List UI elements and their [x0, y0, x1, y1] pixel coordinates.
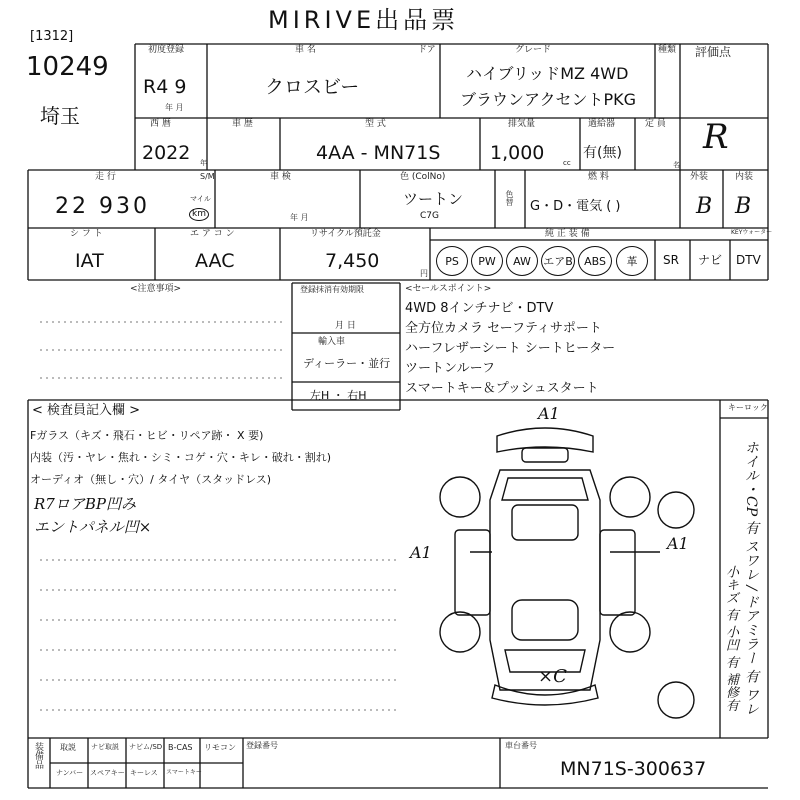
- interior-label: 内装: [735, 172, 754, 182]
- sales-point-2: 全方位カメラ セーフティサポート: [405, 321, 602, 336]
- equipment-label: 純 正 装 備: [545, 229, 590, 239]
- key-label: KEYウォーター: [731, 229, 773, 236]
- equip-airbag: エアB: [541, 246, 575, 276]
- inspection-line-audio: オーディオ（無し・穴）/ タイヤ（スタッドレス): [30, 473, 272, 486]
- capacity-label: 定 員: [645, 119, 666, 129]
- chassis-value: MN71S-300637: [560, 758, 707, 780]
- inspection-note-1: R7ロアBP凹み: [34, 495, 136, 513]
- name-value: クロスビー: [265, 76, 360, 98]
- car-diagram: [440, 428, 694, 718]
- side-label: 種類: [658, 45, 677, 55]
- grade-line2: ブラウンアクセントPKG: [460, 90, 637, 109]
- key-lock-label: キーロック: [728, 403, 768, 412]
- reg-units: 年 月: [165, 103, 184, 112]
- capacity-unit: 名: [673, 161, 680, 169]
- reg-no-label: 登録番号: [246, 741, 278, 750]
- score-value: R: [703, 117, 729, 157]
- check-plate: ナンバー: [56, 769, 84, 777]
- model-value: 4AA - MN71S: [316, 142, 441, 164]
- check-remote: リモコン: [204, 743, 236, 752]
- right-note-1: ホイル・CP 有 スワレ / ドアミラー 有 ワレ: [743, 440, 759, 716]
- equip-pw: PW: [471, 246, 503, 276]
- year-label: 西 暦: [150, 119, 171, 129]
- check-navi-sd: ナビム/SD: [129, 743, 163, 751]
- check-manual: 取説: [60, 743, 76, 752]
- mileage-value: 22 930: [55, 194, 150, 219]
- right-note-2: 小キズ 有 小凹 有 補修有: [723, 565, 738, 712]
- ac-label: エ ア コ ン: [190, 229, 235, 239]
- sales-point-1: 4WD 8インチナビ・DTV: [405, 301, 554, 316]
- attention-label: <注意事項>: [130, 284, 182, 294]
- recycle-label: リサイクル預託金: [310, 229, 381, 239]
- inspection-line-interior: 内装（汚・ヤレ・焦れ・シミ・コゲ・穴・キレ・破れ・割れ): [30, 451, 332, 464]
- sales-point-4: ツートンルーフ: [405, 361, 496, 376]
- mileage-label: 走 行: [95, 172, 116, 182]
- expiry-day-label: 月 日: [335, 321, 356, 331]
- dealer-label: ディーラー・並行: [303, 357, 391, 370]
- sales-point-5: スマートキー＆プッシュスタート: [405, 381, 599, 396]
- inspection-label: 車 検: [270, 172, 291, 182]
- fuel-value: G・D・電気 ( ): [530, 199, 621, 214]
- reg-expiry-label: 登録抹消有効期限: [300, 285, 364, 294]
- name-label: 車 名: [295, 45, 316, 55]
- color-value: ツートン: [403, 190, 464, 208]
- check-bcas: B-CAS: [168, 743, 193, 752]
- color-label: 色 (ColNo): [400, 172, 446, 182]
- check-smart-key: スマートキー: [166, 769, 202, 776]
- fuel-label: 燃 料: [588, 172, 609, 182]
- year-value: 2022: [142, 142, 191, 164]
- sales-label: <セールスポイント>: [405, 284, 492, 294]
- history-label: 車 歴: [232, 119, 253, 129]
- shift-label: シ フ ト: [70, 229, 103, 239]
- recycle-value: 7,450: [325, 250, 380, 272]
- grade-label: グレード: [515, 45, 552, 55]
- color-code: C7G: [420, 211, 439, 221]
- equip-navi: ナビ: [698, 253, 723, 267]
- ac-value: AAC: [195, 250, 235, 272]
- equip-ps: PS: [436, 246, 468, 276]
- mileage-unit-alt: マイル: [190, 195, 211, 203]
- inspection-note-2: エントパネル凹×: [34, 518, 152, 536]
- exterior-label: 外装: [690, 172, 709, 182]
- turbo-label: 過給器: [588, 119, 616, 129]
- interior-value: B: [735, 194, 752, 219]
- turbo-value: 有(無): [583, 145, 622, 161]
- inspection-title: < 検査員記入欄 >: [32, 403, 141, 418]
- footer-equipment-label: 装備品: [33, 742, 43, 769]
- sheet-title: MIRIVE出品票: [268, 6, 460, 34]
- check-navi-manual: ナビ取説: [91, 743, 119, 751]
- shift-value: IAT: [75, 250, 104, 272]
- sales-point-3: ハーフレザーシート シートヒーター: [405, 341, 616, 356]
- score-label: 評価点: [695, 45, 732, 59]
- inspection-line-glass: Fガラス（キズ・飛石・ヒビ・リペア跡・ X 要): [30, 429, 264, 442]
- check-spare-key: スペアキー: [90, 769, 125, 777]
- year-unit: 年: [200, 159, 207, 167]
- door-label: ドア: [418, 45, 436, 55]
- equip-sr: SR: [663, 253, 679, 267]
- mark-rear: ×C: [538, 666, 567, 687]
- equip-aw: AW: [506, 246, 538, 276]
- reg-value: R4 9: [143, 76, 187, 98]
- equip-leather: 革: [616, 246, 648, 276]
- mark-right: A1: [667, 534, 689, 553]
- color-change-label: 色替: [505, 190, 514, 206]
- chassis-label: 車台番号: [505, 741, 537, 750]
- lot-number: 10249: [26, 52, 109, 82]
- exterior-value: B: [696, 194, 713, 219]
- displacement-label: 排気量: [508, 119, 536, 129]
- recycle-unit: 円: [420, 269, 428, 278]
- import-label: 輸入車: [318, 337, 346, 347]
- meter-label: S/M: [200, 172, 215, 181]
- displacement-value: 1,000: [490, 142, 545, 164]
- mileage-unit: km: [189, 208, 209, 221]
- grade-line1: ハイブリッドMZ 4WD: [466, 64, 629, 83]
- mark-left: A1: [410, 543, 432, 562]
- steering-label: 左H ・ 右H: [310, 389, 367, 402]
- lot-bracket: [1312]: [30, 29, 74, 44]
- reg-label: 初度登録: [148, 45, 185, 55]
- mark-front: A1: [538, 404, 560, 423]
- displacement-unit: cc: [563, 159, 571, 167]
- model-label: 型 式: [365, 119, 386, 129]
- equip-dtv: DTV: [736, 253, 761, 267]
- lot-region: 埼玉: [40, 104, 80, 128]
- check-keyless: キーレス: [130, 769, 158, 777]
- equip-abs: ABS: [578, 246, 612, 276]
- inspection-units: 年 月: [290, 213, 309, 222]
